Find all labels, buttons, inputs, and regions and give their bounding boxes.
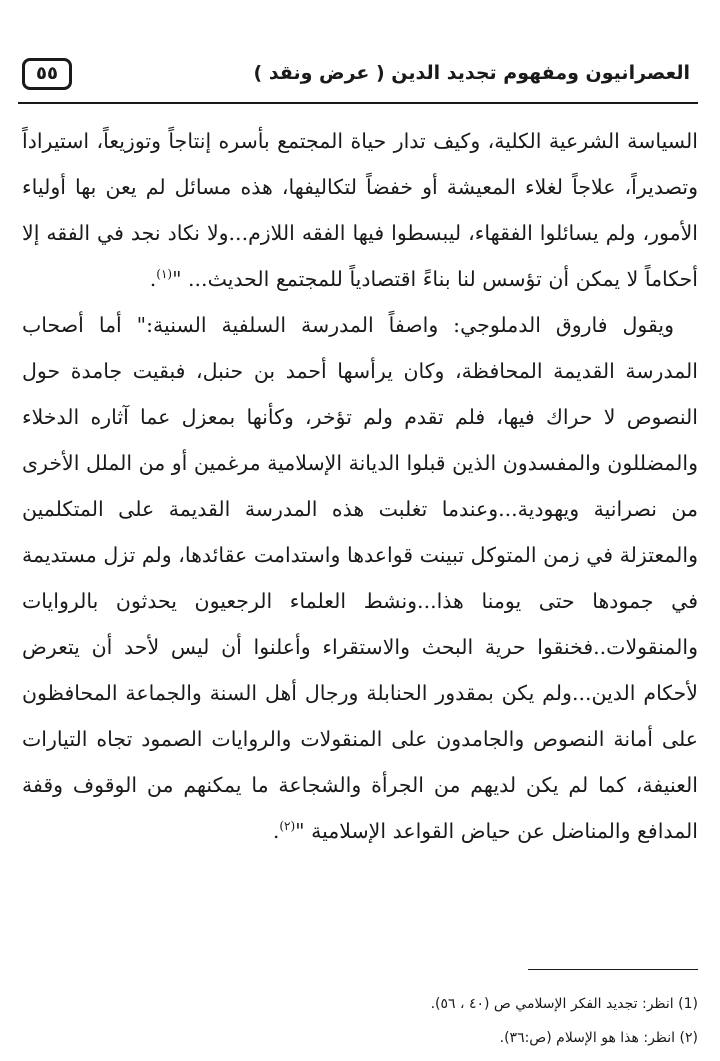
footnote-1: (1) انظر: تجديد الفكر الإسلامي ص (٤٠ ، ٥٦).: [430, 996, 698, 1012]
footnotes: [22, 987, 698, 1055]
paragraph-2-text: ويقول فاروق الدملوجي: واصفاً المدرسة السلفية السنية:" أما أصحاب المدرسة القديمة المحافظة، وكان يرأسها أحمد بن حنبل، فبقيت جامدة حول النصوص لا حراك فيها، فلم تقدم ولم تؤخر، وكأنها بمعزل عما آثاره الدخلاء والمضللون والمفسدون الذين قبلوا الديانة الإسلامية مرغمين أو من الملل الأخرى من نصرانية ويهودية...وعندما تغلبت هذه المدرسة القديمة على المتكلمين والمعتزلة في زمن المتوكل تبينت قواعدها واستدامت عقائدها، ولم تزل مستديمة في جمودها حتى يومنا هذا...ونشط العلماء الرجعيون يحدثون بالروايات والمنقولات..فخنقوا حرية البحث والاستقراء وأعلنوا أن ليس لأحد أن يتعرض لأحكام الدين...ولم يكن بمقدور الحنابلة ورجال أهل السنة والجماعة المحافظون على أمانة النصوص والجامدون على المنقولات والروايات الصمود تجاه التيارات العنيفة، كما لم يكن لديهم من الجرأة والشجاعة ما يمكنهم من الوقوف وقفة المدافع والمناضل عن حياض القواعد الإسلامية ": [22, 313, 698, 843]
paragraph-1-text: السياسة الشرعية الكلية، وكيف تدار حياة المجتمع بأسره إنتاجاً وتوزيعاً، استيراداً وتصديراً، علاجاً لغلاء المعيشة أو خفضاً لتكاليفها، هذه مسائل لم يعن بها أولياء الأمور، ولم يسائلوا الفقهاء، ليبسطوا فيها الفقه اللازم...ولا نكاد نجد في الفقه إلا أحكاماً لا يمكن أن تؤسس لنا بناءً اقتصادياً للمجتمع الحديث... ": [22, 129, 698, 291]
paragraph-1: [22, 118, 698, 302]
main-text: [22, 118, 698, 854]
footnote-ref-1: (١): [156, 267, 173, 282]
page-header: [18, 58, 698, 98]
page-number-badge: ٥٥: [22, 58, 72, 90]
paragraph-2-end: .: [272, 819, 280, 843]
footnote-ref-2: (٢): [279, 819, 296, 834]
footnote-2: (٢) انظر: هذا هو الإسلام (ص:٣٦).: [499, 1030, 698, 1046]
footnote-divider: [528, 969, 698, 970]
header-divider: [18, 102, 698, 104]
paragraph-2: [22, 302, 698, 854]
paragraph-1-end: .: [149, 267, 157, 291]
running-title: العصرانيون ومفهوم تجديد الدين ( عرض ونقد ): [253, 62, 690, 84]
